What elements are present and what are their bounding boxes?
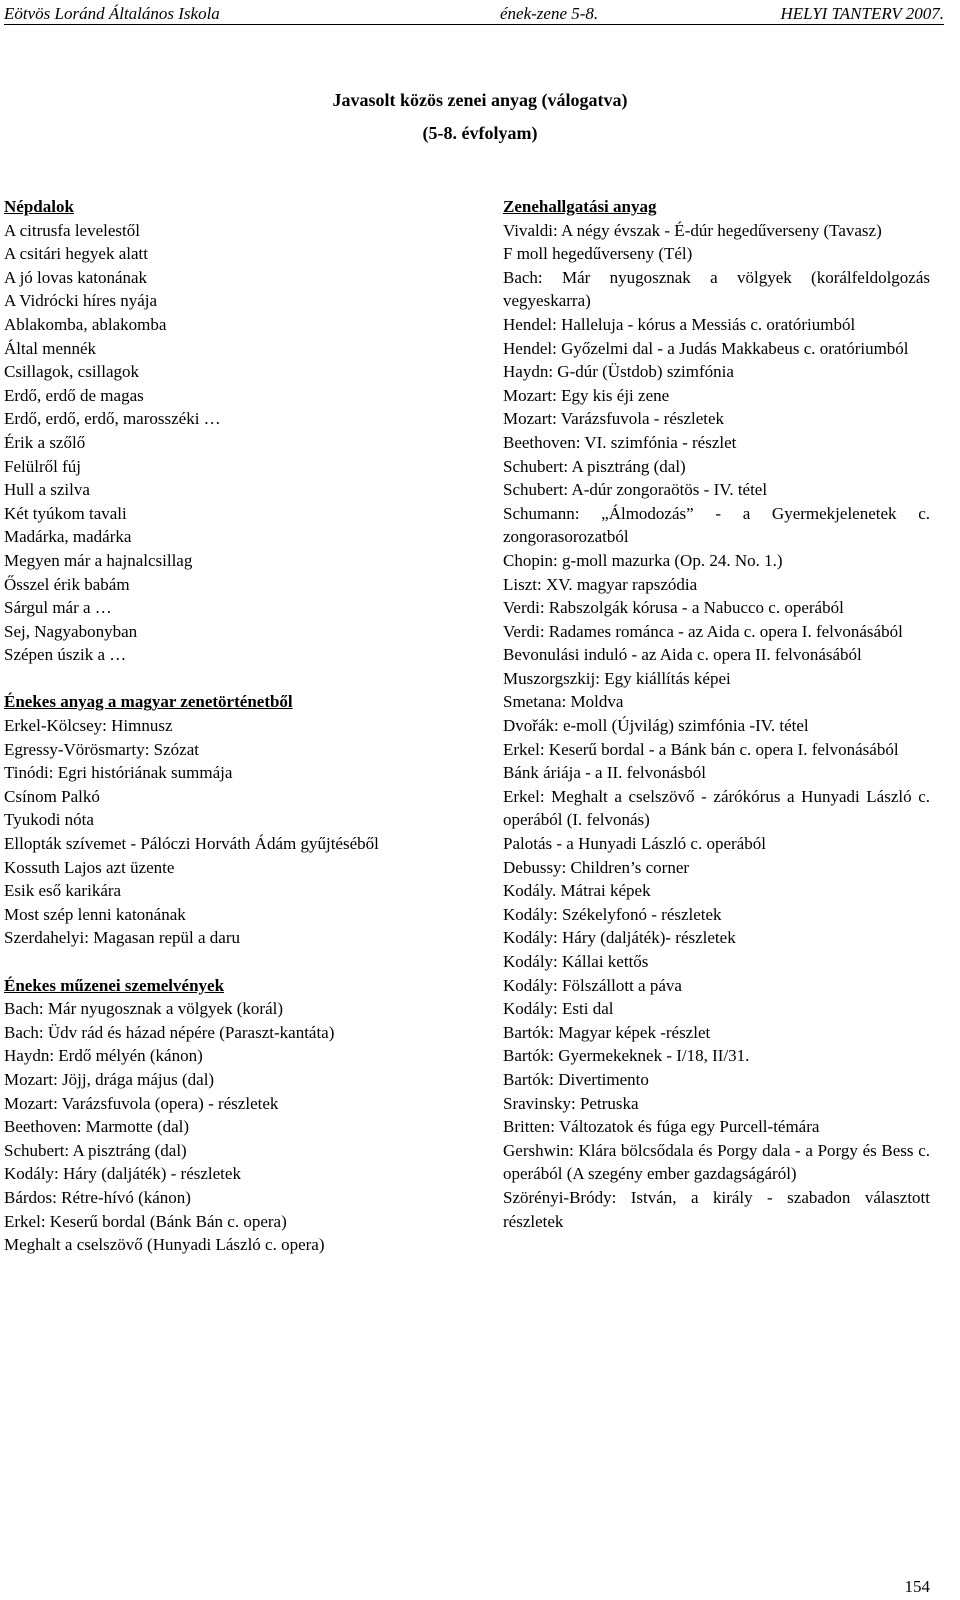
list-item: Ősszel érik babám xyxy=(4,574,130,594)
list-item: A Vidrócki híres nyája xyxy=(4,291,158,311)
list-item: Érik a szőlő xyxy=(4,432,86,452)
section-title-zenehallgatas: Zenehallgatási anyag xyxy=(503,197,657,216)
list-item: Hendel: Halleluja - kórus a Messiás c. oratóriumból xyxy=(503,314,856,334)
page-header xyxy=(4,4,944,25)
list-item: Szerdahelyi: Magasan repül a daru xyxy=(4,928,241,948)
list-item: Chopin: g-moll mazurka (Op. 24. No. 1.) xyxy=(503,550,783,570)
list-item: Kodály: Háry (daljáték) - részletek xyxy=(4,1164,241,1184)
list-item: Erkel: Keserű bordal (Bánk Bán c. opera) xyxy=(4,1211,287,1231)
list-item: Csillagok, csillagok xyxy=(4,362,140,382)
art-music-excerpt-list xyxy=(4,997,432,1257)
list-item: Sej, Nagyabonyban xyxy=(4,621,138,641)
document-subtitle: (5-8. évfolyam) xyxy=(422,123,538,143)
list-item: Madárka, madárka xyxy=(4,527,132,547)
list-item: Liszt: XV. magyar rapszódia xyxy=(503,574,698,594)
list-item: Vivaldi: A négy évszak - É-dúr hegedűverseny (Tavasz) xyxy=(503,220,882,240)
header-curriculum: HELYI TANTERV 2007. xyxy=(780,4,944,23)
list-item: Szörényi-Bródy: István, a király - szabadon választott részletek xyxy=(503,1187,930,1231)
list-item: Szépen úszik a … xyxy=(4,645,127,665)
list-item: Verdi: Radames románca - az Aida c. opera I. felvonásából xyxy=(503,621,903,641)
document-title: Javasolt közös zenei anyag (válogatva) xyxy=(332,90,628,110)
list-item: Kodály: Háry (daljáték)- részletek xyxy=(503,928,736,948)
list-item: Bartók: Gyermekeknek - I/18, II/31. xyxy=(503,1046,750,1066)
list-item: Erdő, erdő de magas xyxy=(4,385,144,405)
list-item: Kodály: Székelyfonó - részletek xyxy=(503,904,722,924)
left-column xyxy=(4,195,432,1257)
list-item: Felülről fúj xyxy=(4,456,81,476)
section-title-mukenei: Énekes műzenei szemelvények xyxy=(4,975,225,995)
list-item: Által mennék xyxy=(4,338,97,358)
list-item: Megyen már a hajnalcsillag xyxy=(4,550,193,570)
list-item: Beethoven: VI. szimfónia - részlet xyxy=(503,432,737,452)
list-item: Haydn: Erdő mélyén (kánon) xyxy=(4,1046,203,1066)
list-item: Kodály: Fölszállott a páva xyxy=(503,975,682,995)
list-item: Britten: Változatok és fúga egy Purcell-témára xyxy=(503,1117,820,1137)
list-item: Gershwin: Klára bölcsődala és Porgy dala - a Porgy és Bess c. operából (A szegény ember gazdagságáról) xyxy=(503,1140,930,1184)
list-item: Palotás - a Hunyadi László c. operából xyxy=(503,834,766,854)
list-item: Erdő, erdő, erdő, marosszéki … xyxy=(4,409,221,429)
list-item: Tinódi: Egri históriának summája xyxy=(4,763,233,783)
list-item: Most szép lenni katonának xyxy=(4,904,186,924)
list-item: Beethoven: Marmotte (dal) xyxy=(4,1117,190,1137)
list-item: Ellopták szívemet - Pálóczi Horváth Ádám gyűjtéséből xyxy=(4,834,379,854)
list-item: Schubert: A pisztráng (dal) xyxy=(503,456,686,476)
list-item: Bánk áriája - a II. felvonásból xyxy=(503,763,706,783)
list-item: Erkel-Kölcsey: Himnusz xyxy=(4,716,173,736)
list-item: Csínom Palkó xyxy=(4,786,100,806)
folk-song-list xyxy=(4,219,432,667)
list-item: Bartók: Divertimento xyxy=(503,1069,649,1089)
list-item: Sravinsky: Petruska xyxy=(503,1093,639,1113)
list-item: Schubert: A pisztráng (dal) xyxy=(4,1140,187,1160)
list-item: A citrusfa levelestől xyxy=(4,220,140,240)
list-item: Debussy: Children’s corner xyxy=(503,857,690,877)
header-subject: ének-zene 5-8. xyxy=(500,4,599,23)
list-item: Erkel: Keserű bordal - a Bánk bán c. opera I. felvonásából xyxy=(503,739,899,759)
list-item: Tyukodi nóta xyxy=(4,810,94,830)
list-item: Mozart: Egy kis éji zene xyxy=(503,385,670,405)
list-item: Két tyúkom tavali xyxy=(4,503,127,523)
list-item: Kodály: Esti dal xyxy=(503,999,614,1019)
list-item: F moll hegedűverseny (Tél) xyxy=(503,244,693,264)
list-item: Meghalt a cselszövő (Hunyadi László c. opera) xyxy=(4,1235,325,1255)
list-item: A jó lovas katonának xyxy=(4,267,148,287)
list-item: Smetana: Moldva xyxy=(503,692,624,712)
list-item: Mozart: Jöjj, drága május (dal) xyxy=(4,1069,215,1089)
list-item: Bevonulási induló - az Aida c. opera II. felvonásából xyxy=(503,645,862,665)
listening-list xyxy=(503,219,930,1234)
list-item: Erkel: Meghalt a cselszövő - zárókórus a Hunyadi László c. operából (I. felvonás) xyxy=(503,786,930,830)
list-item: Bárdos: Rétre-hívó (kánon) xyxy=(4,1187,191,1207)
header-school-name: Eötvös Loránd Általános Iskola xyxy=(4,4,220,23)
list-item: Hull a szilva xyxy=(4,480,90,500)
list-item: Haydn: G-dúr (Üstdob) szimfónia xyxy=(503,362,734,382)
section-title-zenetortenet: Énekes anyag a magyar zenetörténetből xyxy=(4,692,293,712)
list-item: Bach: Üdv rád és házad népére (Paraszt-kantáta) xyxy=(4,1022,335,1042)
list-item: Sárgul már a … xyxy=(4,598,112,618)
list-item: Dvořák: e-moll (Újvilág) szimfónia -IV. tétel xyxy=(503,716,809,736)
list-item: Schumann: „Álmodozás” - a Gyermekjelenetek c. zongorasorozatból xyxy=(503,503,930,547)
page-number: 154 xyxy=(904,1577,930,1596)
right-column xyxy=(503,195,930,1233)
list-item: Bach: Már nyugosznak a völgyek (korálfeldolgozás vegyeskarra) xyxy=(503,267,930,311)
list-item: Hendel: Győzelmi dal - a Judás Makkabeus c. oratóriumból xyxy=(503,338,909,358)
list-item: Mozart: Varázsfuvola (opera) - részletek xyxy=(4,1093,279,1113)
list-item: Esik eső karikára xyxy=(4,881,122,901)
list-item: Bartók: Magyar képek -részlet xyxy=(503,1022,711,1042)
list-item: Verdi: Rabszolgák kórusa - a Nabucco c. operából xyxy=(503,598,844,618)
list-item: Ablakomba, ablakomba xyxy=(4,314,167,334)
list-item: Bach: Már nyugosznak a völgyek (korál) xyxy=(4,999,283,1019)
list-item: Schubert: A-dúr zongoraötös - IV. tétel xyxy=(503,480,768,500)
list-item: Mozart: Varázsfuvola - részletek xyxy=(503,409,725,429)
list-item: Kodály: Kállai kettős xyxy=(503,952,649,971)
list-item: Muszorgszkij: Egy kiállítás képei xyxy=(503,668,731,688)
list-item: Egressy-Vörösmarty: Szózat xyxy=(4,739,199,759)
music-history-song-list xyxy=(4,714,432,950)
list-item: A csitári hegyek alatt xyxy=(4,244,148,264)
list-item: Kossuth Lajos azt üzente xyxy=(4,857,175,877)
section-title-nepdalok: Népdalok xyxy=(4,197,74,216)
list-item: Kodály. Mátrai képek xyxy=(503,881,651,901)
